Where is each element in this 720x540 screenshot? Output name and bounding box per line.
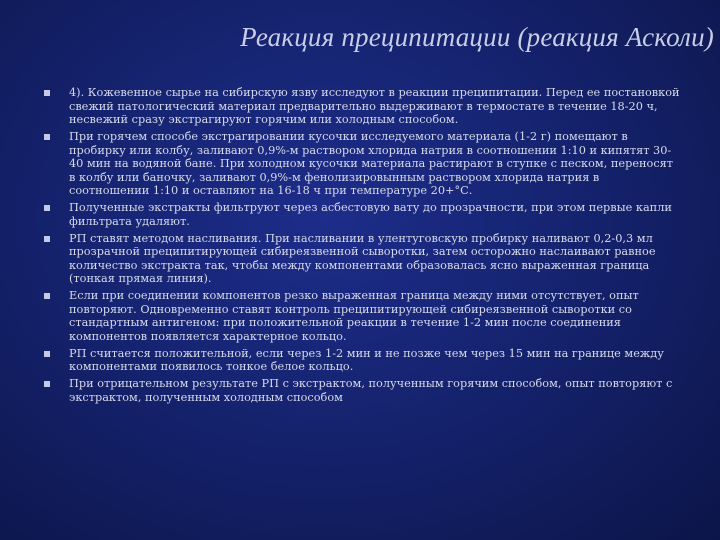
list-item-text: 4). Кожевенное сырье на сибирскую язву исследуют в реакции преципитации. Перед ее постановкой свежий патологический материал предварительно выдерживают в термостате в течение 18-20 ч, несвежий сразу экстрагируют горячим или холодным способом. bbox=[69, 86, 680, 127]
list-item-text: При отрицательном результате РП с экстрактом, полученным горячим способом, опыт повторяют с экстрактом, полученным холодным способом bbox=[69, 377, 673, 404]
square-bullet-icon bbox=[44, 201, 69, 211]
bullet-list bbox=[44, 86, 680, 407]
list-item bbox=[44, 347, 680, 374]
square-bullet-icon bbox=[44, 377, 69, 387]
square-bullet-icon bbox=[44, 289, 69, 299]
list-item bbox=[44, 377, 680, 404]
square-bullet-icon bbox=[44, 86, 69, 96]
slide-title: Реакция преципитации (реакция Асколи) bbox=[240, 22, 714, 52]
list-item bbox=[44, 289, 680, 343]
list-item-text: Полученные экстракты фильтруют через асбестовую вату до прозрачности, при этом первые капли фильтрата удаляют. bbox=[69, 201, 672, 228]
square-bullet-icon bbox=[44, 232, 69, 242]
list-item bbox=[44, 201, 680, 228]
list-item bbox=[44, 130, 680, 198]
list-item-text: РП считается положительной, если через 1-2 мин и не позже чем через 15 мин на границе между компонентами появилось тонкое белое кольцо. bbox=[69, 346, 664, 374]
list-item-text: Если при соединении компонентов резко выраженная граница между ними отсутствует, опыт повторяют. Одновременно ставят контроль преципитирующей сибиреязвенной сыворотки со стандартным антигеном: при положительной реакции в течение 1-2 мин после соединения компонентов появляется характерное кольцо. bbox=[69, 289, 639, 343]
square-bullet-icon bbox=[44, 130, 69, 140]
list-item bbox=[44, 86, 680, 127]
list-item bbox=[44, 232, 680, 286]
list-item-text: При горячем способе экстрагировании кусочки исследуемого материала (1-2 г) помещают в пробирку или колбу, заливают 0,9%-м раствором хлорида натрия в соотношении 1:10 и кипятят 30-40 мин на водяной бане. При холодном кусочки материала растирают в ступке с песком, переносят в колбу или баночку, заливают 0,9%-м фенолизировынным раствором хлорида натрия в соотношении 1:10 и оставляют на 16-18 ч при температуре 20+°С. bbox=[69, 129, 674, 198]
square-bullet-icon bbox=[44, 347, 69, 357]
list-item-text: РП ставят методом насливания. При насливании в улентуговскую пробирку наливают 0,2-0,3 мл прозрачной преципитирующей сибиреязвенной сыворотки, затем осторожно наслаивают равное количество экстракта так, чтобы между компонентами образовалась ясно выраженная граница (тонкая прямая линия). bbox=[69, 231, 656, 286]
